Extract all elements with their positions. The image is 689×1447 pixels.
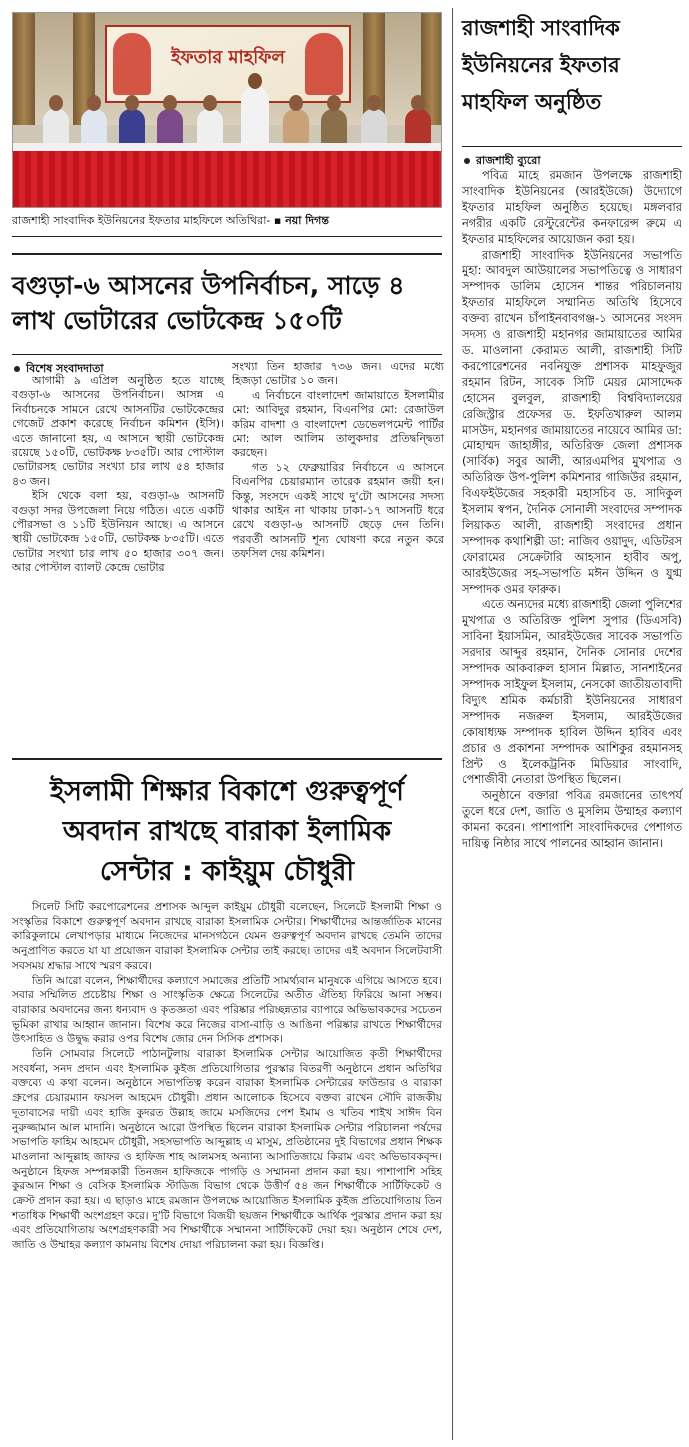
photo-caption: রাজশাহী সাংবাদিক ইউনিয়নের ইফতার মাহফিলে অতিথিরা- ▪ নয়া দিগন্ত — [12, 214, 329, 227]
paragraph: সংখ্যা তিন হাজার ৭৩৬ জন। এদের মধ্যে হিজড়া ভোটার ১০ জন। — [232, 360, 444, 388]
byline-text: বিশেষ সংবাদদাতা — [26, 362, 104, 375]
bullet-icon — [464, 158, 470, 164]
paragraph: আগামী ৯ এপ্রিল অনুষ্ঠিত হতে যাচ্ছে বগুড়া-৬ আসনের উপনির্বাচন। আসন্ন এ নির্বাচনকে সামনে রেখে আসনটির ভোটকেন্দ্রের গেজেট প্রকাশ করেছে নির্বাচন কমিশন (ইসি)। এতে জানানো হয়, এ আসনে স্থায়ী ভোটকেন্দ্র রয়েছে ১৫০টি, ভোটকক্ষ ৮৩৫টি। আর পোস্টাল ভোটারসহ ভোটার সংখ্যা চার লাখ ৫৪ হাজার ৪৩ জন। — [12, 374, 224, 488]
headline-line: মাহফিল অনুষ্ঠিত — [462, 90, 602, 114]
paragraph: সিলেট সিটি করপোরেশনের প্রশাসক আব্দুল কাইয়ুম চৌধুরী বলেছেন, সিলেটে ইসলামী শিক্ষা ও সংস্কৃতির বিকাশে গুরুত্বপূর্ণ অবদান রাখছে বারাকা ইসলামিক সেন্টার। শিক্ষার্থীদের আন্তর্জাতিক মানের কারিকুলামে লেখাপড়ার মাধ্যমে নিজেদের মানসগঠনে যেমন গুরুত্বপূর্ণ অবদান রাখছে তেমনি তাদের অনুপ্রাণিত করতে যা যা প্রয়োজন বারাকা ইসলামিক সেন্টার তাই করছে। তাদের এই অবদান সিলেটবাসী সবসময় শ্রদ্ধার সাথে স্মরণ করবে। — [12, 901, 442, 972]
photo-credit: নয়া দিগন্ত — [285, 214, 329, 227]
caption-text: রাজশাহী সাংবাদিক ইউনিয়নের ইফতার মাহফিলে অতিথিরা- — [12, 214, 271, 227]
divider — [12, 758, 442, 760]
article3-headline — [462, 10, 682, 121]
headline-line: সেন্টার : কাইয়ুম চৌধুরী — [99, 856, 355, 887]
article2-headline — [12, 772, 442, 892]
paragraph: এ নির্বাচনে বাংলাদেশ জামায়াতে ইসলামীর মো: আবিদুর রহমান, বিএনপির মো: রেজাউল করিম বাদশা ও বাংলাদেশ ডেভেলপমেন্ট পার্টির মো: আল আলিম তালুকদার প্রতিদ্বন্দ্বিতা করছেন। — [232, 388, 444, 460]
news-photo — [12, 12, 442, 208]
paragraph: গত ১২ ফেব্রুয়ারির নির্বাচনে এ আসনে বিএনপির চেয়ারম্যান তারেক রহমান জয়ী হন। কিন্তু, সংসদে একই সাথে দু'টো আসনের সদস্য থাকার আইন না থাকায় ঢাকা-১৭ আসনটি ধরে রেখে বগুড়া-৬ আসনটি ছেড়ে দেন তিনি। পরবর্তী আসনটি শূন্য ঘোষণা করে নতুন করে তফসিল দেয় কমিশন। — [232, 460, 444, 561]
headline-line: ইসলামী শিক্ষার বিকাশে গুরুত্বপূর্ণ — [50, 776, 404, 807]
iftar-banner — [105, 25, 351, 103]
paragraph: তিনি আরো বলেন, শিক্ষার্থীদের কল্যাণে সমাজের প্রতিটি সামর্থ্যবান মানুষকে এগিয়ে আসতে হবে। সবার সম্মিলিত প্রচেষ্টায় শিক্ষা ও সাংস্কৃতিক ক্ষেত্রে সিলেটের অতীত ঐতিহ্য ফিরিয়ে আনা সম্ভব। বারাকার অবদানের জন্য ধন্যবাদ ও কৃতজ্ঞতা এবং পরিষ্কার পরিচ্ছন্নতার ব্যাপারে অভিভাবকদের সচেতন ভূমিকা রাখার আহ্বান জানান। বিশেষ করে নিজের বাসা-বাড়ি ও আঙিনা পরিষ্কার রাখতে শিক্ষার্থীদের উৎসাহিত ও উদ্বুদ্ধ করার ওপর বিশেষ জোর দেন সিসিক প্রশাসক। — [12, 974, 442, 1046]
paragraph: রাজশাহী সাংবাদিক ইউনিয়নের সভাপতি মুহা: আবদুল আউয়ালের সভাপতিত্বে ও সাধারণ সম্পাদক ডালিম হোসেন শান্তর পরিচালনায় ইফতার মাহফিলে সম্মানিত অতিথি হিসেবে বক্তব্য রাখেন চাঁপাইনবাবগঞ্জ-১ আসনের সংসদ সদস্য ও রাজশাহী মহানগর জামায়াতের আমির ড. মাওলানা কেরামত আলী, রাজশাহী সিটি করপোরেশনের নবনিযুক্ত প্রশাসক মাহফুজুর রহমান রিটন, সাবেক সিটি মেয়র মোসাদ্দেক হোসেন বুলবুল, রাজশাহী বিশ্ববিদ্যালয়ের রেজিস্ট্রার প্রফেসর ড. ইফতিখারুল আলম মাসউদ, মহানগর জামায়াতের নায়েবে আমির ডা: মোহাম্মদ জাহাঙ্গীর, অতিরিক্ত জেলা প্রশাসক (সার্বিক) সবুর আলী, আরএমপির মুখপাত্র ও অতিরিক্ত উপ-পুলিশ কমিশনার গাজিউর রহমান, বিএফইউজের সহকারী মহাসচিব ড. সাদিকুল ইসলাম স্বপন, দৈনিক সোনালী সংবাদের সম্পাদক লিয়াকত আলী, রাজশাহী সংবাদের প্রধান সম্পাদক কথাশিল্পী ডা: নাজিব ওয়াদুদ, এডিটরস ফোরামের সেক্রেটারি আহসান হাবীব অপু, আরইউজের সহ-সভাপতি মঈন উদ্দিন ও যুগ্ম সম্পাদক ওমর ফারুক। — [462, 247, 682, 596]
article3-body — [462, 168, 682, 852]
headline-line: ইউনিয়নের ইফতার — [462, 53, 620, 77]
article1-column-1 — [12, 374, 224, 576]
photo-curtain — [421, 13, 442, 125]
table-cloth — [13, 151, 441, 208]
article2-body — [12, 900, 442, 1253]
paragraph: ইসি থেকে বলা হয়, বগুড়া-৬ আসনটি বগুড়া সদর উপজেলা নিয়ে গঠিত। এতে একটি পৌরসভা ও ১১টি ইউনিয়ন আছে। এ আসনে স্থায়ী ভোটকেন্দ্র ১৫০টি, ভোটকক্ষ ৮৩৫টি। এতে ভোটার সংখ্যা চার লাখ ৫০ হাজার ৩০৭ জন। আর পোস্টাল ব্যালট কেন্দ্রে ভোটার — [12, 489, 224, 575]
article1-column-2 — [232, 360, 444, 562]
divider — [12, 354, 442, 355]
column-divider — [452, 8, 453, 1440]
paragraph: তিনি সোমবার সিলেটে পাঠানটুলায় বারাকা ইসলামিক সেন্টার আয়োজিত কৃতী শিক্ষার্থীদের সংবর্ধনা, সনদ প্রদান এবং ইসলামিক কুইজ প্রতিযোগিতার পুরস্কার বিতরণী অনুষ্ঠানে প্রধান অতিথির বক্তব্যে এ কথা বলেন। অনুষ্ঠানে সভাপতিত্ব করেন বারাকা ইসলামিক সেন্টারের ফাউন্ডার ও বারাকা গ্রুপের চেয়ারম্যান ফয়সল আহমেদ চৌধুরী। প্রধান আলোচক হিসেবে বক্তব্য রাখেন সৌদি রাজকীয় দূতাবাসের দায়ী এবং হাজি কুদরত উল্লাহ জামে মসজিদের পেশ ইমাম ও খতিব শাইখ সাঈদ বিন নুরুজ্জামান আল মাদানি। অনুষ্ঠানে আরো উপস্থিত ছিলেন বারাকা ইসলামিক সেন্টার পরিচালনা পর্ষদের সভাপতি ফাহিম আহমেদ চৌধুরী, সহসভাপতি আব্দুল্লাহ এ মাসুম, প্রতিষ্ঠানের দুই বিভাগের প্রধান শিক্ষক মাওলানা আব্দুল্লাহ জাফর ও হাফিজ শাহ আলমসহ অন্যান্য আসাতিজায়ে কিরাম এবং অভিভাবকবৃন্দ। অনুষ্ঠানে হিফজ সম্পন্নকারী তিনজন হাফিজকে পাগড়ি ও সম্মাননা প্রদান করা হয়। পাশাপাশি সহিহ কুরআন শিক্ষা ও বেসিক ইসলামিক স্টাডিজ বিভাগ থেকে উত্তীর্ণ ৫৪ জন শিক্ষার্থীকে সার্টিফিকেট ও ক্রেস্ট প্রদান করা হয়। এ ছাড়াও মাহে রমজান উপলক্ষে আয়োজিত ইসলামিক কুইজ প্রতিযোগিতায় তিন শতাধিক শিক্ষার্থী অংশগ্রহণ করে। দু'টি বিভাগে বিজয়ী ছয়জন শিক্ষার্থীকে আর্থিক পুরস্কার প্রদান করা হয় এবং প্রতিযোগিতায় অংশগ্রহণকারী সব শিক্ষার্থীকে সম্মাননা সার্টিফিকেট দেয়া হয়। অনুষ্ঠান শেষে দেশ, জাতি ও উম্মাহর কল্যাণ কামনায় বিশেষ দোয়া পরিচালনা করা হয়। বিজ্ঞপ্তি। — [12, 1048, 442, 1252]
bullet-icon — [14, 366, 20, 372]
paragraph: অনুষ্ঠানে বক্তারা পবিত্র রমজানের তাৎপর্য তুলে ধরে দেশ, জাতি ও মুসলিম উম্মাহর কল্যাণ কামনা করেন। পাশাপাশি সাংবাদিকদের পেশাগত দায়িত্ব নিষ্ঠার সাথে পালনের আহ্বান জানান। — [462, 788, 682, 851]
paragraph: পবিত্র মাহে রমজান উপলক্ষে রাজশাহী সাংবাদিক ইউনিয়নের (আরইউজে) উদ্যোগে ইফতার মাহফিল অনুষ্ঠিত হয়েছে। মঙ্গলবার নগরীর একটি রেস্টুরেন্টের কনফারেন্স রুমে এ ইফতার মাহফিলের আয়োজন করা হয়। — [462, 168, 682, 246]
banner-text: ইফতার মাহফিল — [171, 47, 285, 68]
headline-line: রাজশাহী সাংবাদিক — [462, 16, 620, 40]
byline-text: রাজশাহী ব্যুরো — [476, 154, 541, 167]
divider — [12, 253, 442, 255]
divider — [12, 236, 442, 237]
paragraph: এতে অন্যদের মধ্যে রাজশাহী জেলা পুলিশের মুখপাত্র ও অতিরিক্ত পুলিশ সুপার (ডিএসবি) সাবিনা ইয়াসমিন, আরইউজের সাবেক সভাপতি সরদার আব্দুর রহমান, দৈনিক সোনার দেশের সম্পাদক আকবারুল হাসান মিল্লাত, সানশাইনের সম্পাদক সাইফুল ইসলাম, নেসকো জাতীয়তাবাদী বিদ্যুৎ শ্রমিক কর্মচারী ইউনিয়নের সাধারণ সম্পাদক নজরুল ইসলাম, আরইউজের কোষাধ্যক্ষ সম্পাদক হাবিল উদ্দিন হাবিব এবং প্রচার ও প্রকাশনা সম্পাদক আশিকুর রহমানসহ প্রিন্ট ও ইলেকট্রনিক মিডিয়ার সাংবাদি, পেশাজীবী নেতারা উপস্থিত ছিলেন। — [462, 597, 682, 787]
divider — [462, 146, 682, 147]
photo-curtain — [13, 13, 35, 125]
article1-headline: বগুড়া-৬ আসনের উপনির্বাচন, সাড়ে ৪ লাখ ভোটারের ভোটকেন্দ্র ১৫০টি — [12, 271, 405, 335]
headline-line: অবদান রাখছে বারাকা ইলামিক — [62, 816, 392, 847]
